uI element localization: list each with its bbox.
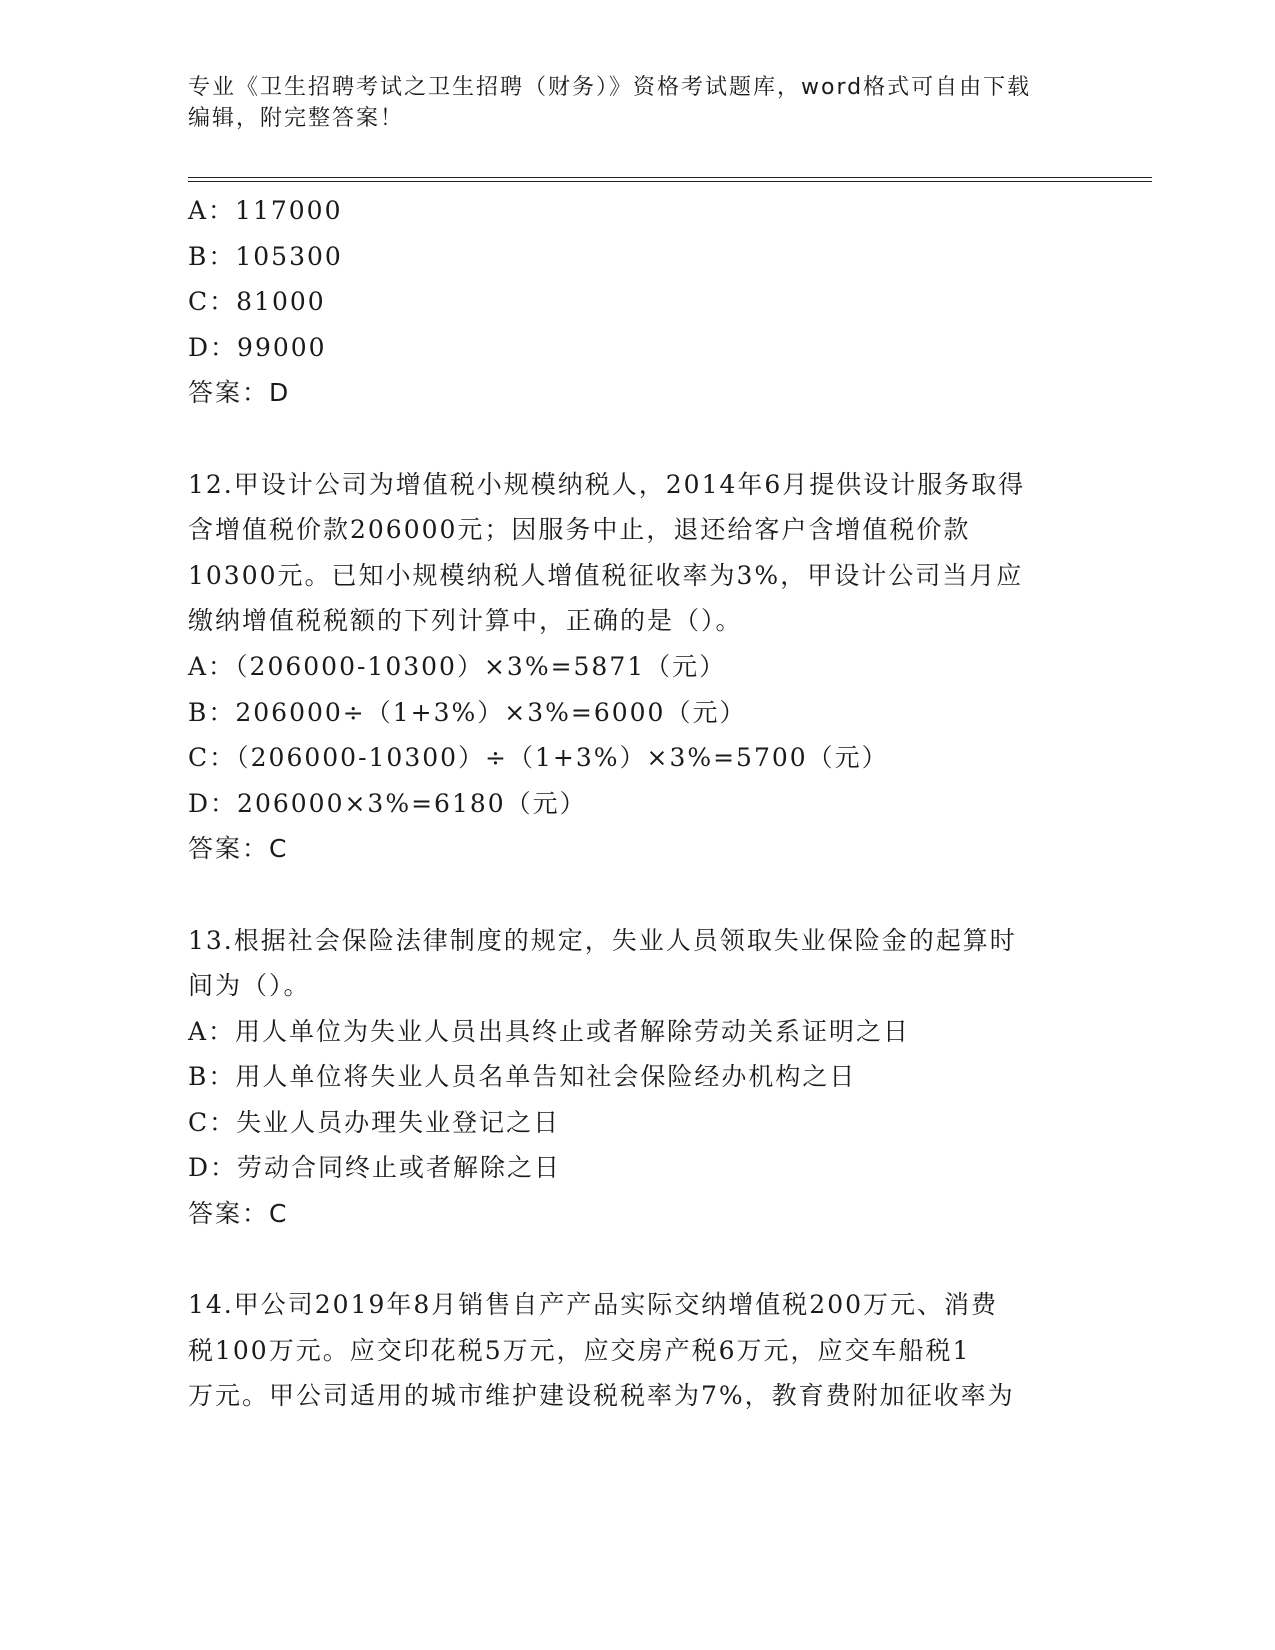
option-d: D：劳动合同终止或者解除之日 <box>188 1153 562 1183</box>
answer: 答案：C <box>188 834 289 864</box>
page-header <box>188 72 1068 134</box>
question-text: 万元。甲公司适用的城市维护建设税税率为7%，教育费附加征收率为 <box>188 1381 1015 1411</box>
question-text: 缴纳增值税税额的下列计算中，正确的是（）。 <box>188 606 743 636</box>
spacer <box>188 1237 1088 1283</box>
answer: 答案：C <box>188 1199 289 1229</box>
option-d: D：206000×3%=6180（元） <box>188 788 587 818</box>
question-11 <box>188 188 1088 416</box>
question-text: 14.甲公司2019年8月销售自产产品实际交纳增值税200万元、消费 <box>188 1290 999 1320</box>
option-c: C：81000 <box>188 287 326 317</box>
spacer <box>188 416 1088 462</box>
option-b: B：105300 <box>188 241 343 271</box>
option-a: A：117000 <box>188 196 343 225</box>
question-13 <box>188 918 1088 1237</box>
option-c: C：失业人员办理失业登记之日 <box>188 1107 561 1137</box>
option-a: A：（206000-10300）×3%=5871（元） <box>188 651 727 681</box>
option-c: C：（206000-10300）÷（1+3%）×3%=5700（元） <box>188 743 889 773</box>
option-b: B：206000÷（1+3%）×3%=6000（元） <box>188 697 747 727</box>
header-rule-bottom <box>188 181 1152 182</box>
header-rule-top <box>188 177 1152 178</box>
question-text: 13.根据社会保险法律制度的规定，失业人员领取失业保险金的起算时 <box>188 925 1017 955</box>
header-line-2: 编辑，附完整答案！ <box>188 106 405 131</box>
question-text: 10300元。已知小规模纳税人增值税征收率为3%，甲设计公司当月应 <box>188 560 1024 590</box>
option-b: B：用人单位将失业人员名单告知社会保险经办机构之日 <box>188 1062 857 1092</box>
question-14 <box>188 1282 1088 1419</box>
spacer <box>188 872 1088 918</box>
option-d: D：99000 <box>188 332 327 362</box>
question-text: 含增值税价款206000元；因服务中止，退还给客户含增值税价款 <box>188 515 971 545</box>
question-12 <box>188 462 1088 872</box>
answer: 答案：D <box>188 378 291 408</box>
question-text: 12.甲设计公司为增值税小规模纳税人，2014年6月提供设计服务取得 <box>188 469 1026 499</box>
option-a: A：用人单位为失业人员出具终止或者解除劳动关系证明之日 <box>188 1016 911 1046</box>
header-line-1: 专业《卫生招聘考试之卫生招聘（财务）》资格考试题库，word格式可自由下载 <box>188 75 1032 100</box>
question-content <box>188 188 1088 1419</box>
question-text: 税100万元。应交印花税5万元，应交房产税6万元，应交车船税1 <box>188 1335 971 1365</box>
question-text: 间为（）。 <box>188 971 311 1001</box>
